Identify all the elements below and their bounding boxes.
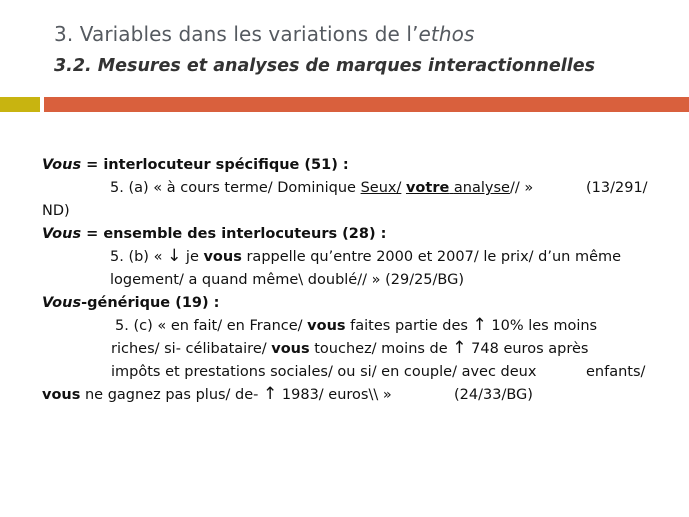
heading-vous-generique: Vous-générique (19) :	[42, 295, 220, 311]
example-5c: 5. (c) « en fait/ en France/ vous faites partie des ↑ 10% les moins	[115, 315, 598, 335]
example-5c-ref: (24/33/BG)	[454, 387, 533, 403]
divider-bar	[44, 97, 689, 112]
heading-vous-ensemble: Vous = ensemble des interlocuteurs (28) :	[42, 226, 387, 242]
slide-subtitle: 3.2. Mesures et analyses de marques interactionnelles	[54, 56, 595, 76]
slide-body	[42, 154, 672, 407]
example-5b: 5. (b) « ↓ je vous rappelle qu’entre 2000 et 2007/ le prix/ d’un même	[110, 246, 622, 266]
example-5c-line2: riches/ si- célibataire/ vous touchez/ moins de ↑ 748 euros après	[111, 338, 589, 358]
example-5c-line4: vous ne gagnez pas plus/ de- ↑ 1983/ euros\\ » (24/33/BG)	[42, 384, 672, 407]
heading-vous-specifique: Vous = interlocuteur spécifique (51) :	[42, 157, 349, 173]
up-arrow-icon: ↑	[472, 315, 487, 335]
example-5c-line3: impôts et prestations sociales/ ou si/ en couple/ avec deux enfants/	[111, 364, 646, 380]
up-arrow-icon: ↑	[263, 384, 278, 404]
example-5a-ref: (13/291/	[586, 180, 648, 196]
down-arrow-icon: ↓	[167, 246, 182, 266]
up-arrow-icon: ↑	[452, 338, 467, 358]
example-5a: 5. (a) « à cours terme/ Dominique Seux/ votre analyse// » (13/291/	[42, 177, 672, 200]
accent-bar	[0, 97, 40, 112]
slide-title: 3. Variables dans les variations de l’ethos	[54, 22, 475, 46]
example-5b-line2: logement/ a quand même\ doublé// » (29/25/BG)	[110, 272, 464, 288]
example-5a-ref-cont: ND)	[42, 203, 70, 219]
